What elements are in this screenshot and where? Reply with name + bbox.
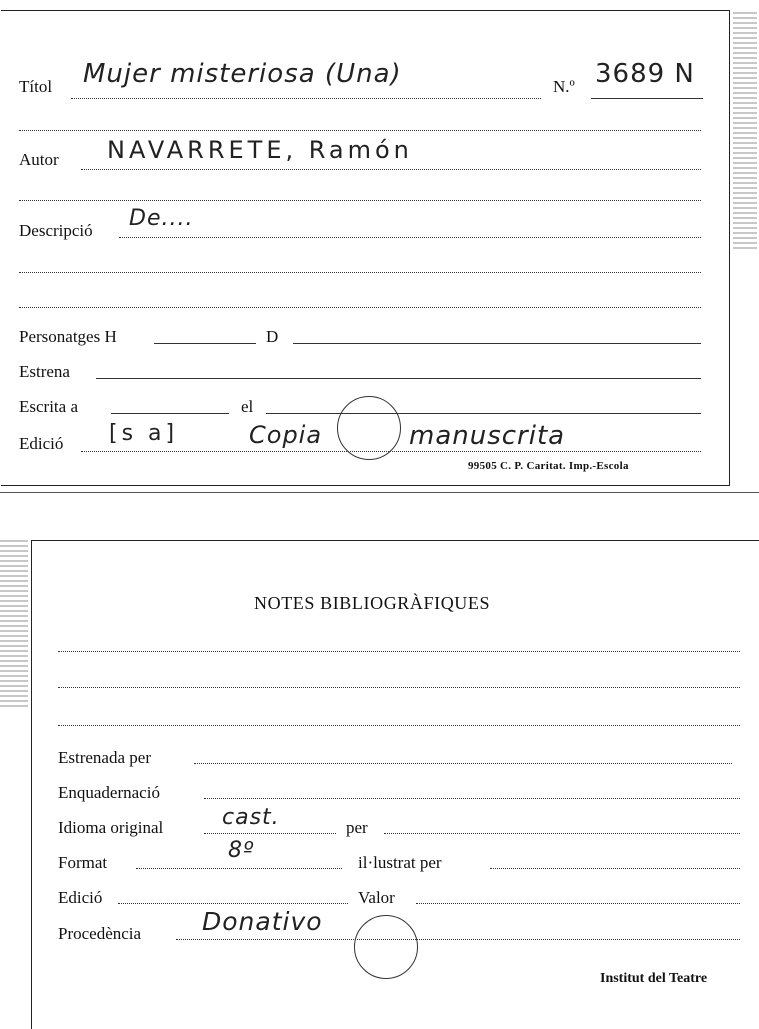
titol-line [71,98,541,99]
descripcio-line-3 [19,307,701,308]
autor-line-2 [19,200,701,201]
format-value: 8º [228,838,255,863]
stamp-circle-front [337,396,401,460]
titol-value: Mujer misteriosa (Una) [83,59,402,89]
num-line [591,98,703,99]
escrita-line [111,413,229,414]
valor-line [416,903,740,904]
idioma-label: Idioma original [58,818,164,837]
printer-note: 99505 C. P. Caritat. Imp.-Escola [468,460,629,472]
estrena-line [96,378,701,379]
idioma-per-label: per [346,818,368,837]
idioma-per-line [384,833,740,834]
edicio-back-line [118,903,348,904]
idioma-line [204,833,336,834]
descripcio-line [119,237,701,238]
catalog-card-back [31,540,759,1029]
catalog-card-front [1,10,730,486]
titol-label: Títol [19,77,53,96]
scan-edge-front [733,12,757,252]
el-line [266,413,701,414]
personatges-d-label: D [266,327,279,346]
edicio-value-3: manuscrita [409,421,566,451]
el-label: el [241,397,254,416]
notes-line-2 [58,687,740,688]
titol-line-2 [19,130,701,131]
illustrat-label: il·lustrat per [358,853,442,872]
format-label: Format [58,853,108,872]
institut-footer: Institut del Teatre [600,971,708,986]
procedencia-label: Procedència [58,924,142,943]
personatges-d-line [293,343,701,344]
autor-line [81,169,701,170]
edicio-value-1: [s a] [109,421,179,446]
notes-line-1 [58,651,740,652]
descripcio-line-2 [19,272,701,273]
descripcio-value: De.... [129,206,194,231]
enquadernacio-line [204,798,740,799]
format-line [136,868,342,869]
scan-edge-back [0,540,28,710]
notes-line-3 [58,725,740,726]
num-value: 3689 N [595,59,695,89]
illustrat-line [490,868,740,869]
edicio-back-label: Edició [58,888,103,907]
procedencia-value: Donativo [202,907,323,936]
procedencia-line [176,939,740,940]
autor-value: NAVARRETE, Ramón [107,136,413,164]
personatges-label: Personatges H [19,327,117,346]
notes-heading: NOTES BIBLIOGRÀFIQUES [254,593,491,613]
descripcio-label: Descripció [19,221,93,240]
autor-label: Autor [19,150,59,169]
estrenada-line [194,763,732,764]
personatges-h-line [154,343,256,344]
valor-label: Valor [358,888,395,907]
idioma-value: cast. [222,805,280,830]
estrenada-label: Estrenada per [58,748,151,767]
edicio-value-2: Copia [249,421,323,449]
stamp-circle-back [354,915,418,979]
enquadernacio-label: Enquadernació [58,783,160,802]
estrena-label: Estrena [19,362,70,381]
edicio-label: Edició [19,434,64,453]
escrita-label: Escrita a [19,397,78,416]
separator-line [0,492,759,493]
num-label: N.º [553,77,575,96]
